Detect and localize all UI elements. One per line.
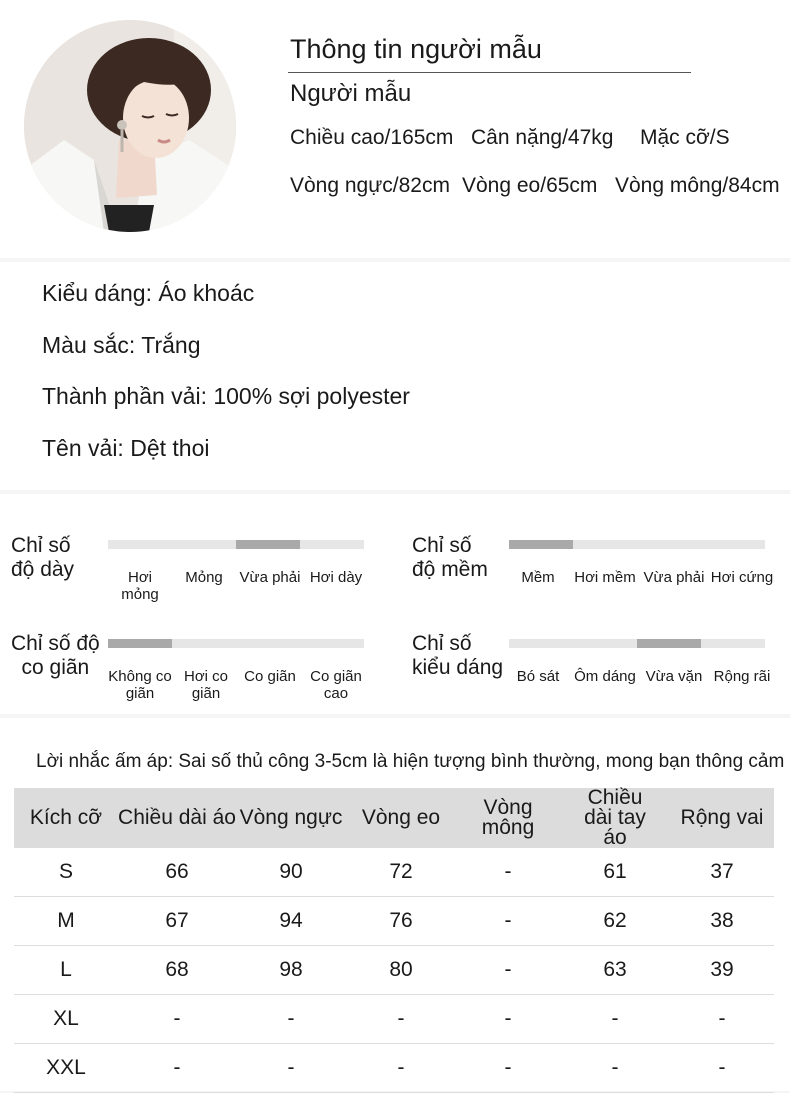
softness-option: Hơi mềm xyxy=(574,569,636,586)
table-cell: - xyxy=(456,946,560,995)
table-cell: 63 xyxy=(560,946,670,995)
thickness-option: Vừa phải xyxy=(239,569,301,586)
title-underline xyxy=(288,72,691,73)
table-cell: 80 xyxy=(346,946,456,995)
table-cell: - xyxy=(456,995,560,1044)
header-waist: Vòng eo xyxy=(346,788,456,848)
attr-fabric: Thành phần vải: 100% sợi polyester xyxy=(42,383,410,409)
table-cell: L xyxy=(14,946,118,995)
elasticity-label-line1: Chỉ số độ xyxy=(11,632,100,655)
fit-index-label xyxy=(412,632,503,680)
elasticity-label-line2: co giãn xyxy=(21,656,90,679)
elasticity-option: Không co giãn xyxy=(108,668,172,702)
table-cell: 94 xyxy=(236,897,346,946)
table-cell: - xyxy=(346,995,456,1044)
header-bust: Vòng ngực xyxy=(236,788,346,848)
model-photo xyxy=(24,20,236,232)
table-cell: 39 xyxy=(670,946,774,995)
softness-index-fill xyxy=(509,540,573,549)
thickness-option: Hơi dày xyxy=(309,569,363,586)
header-hip: Vòng mông xyxy=(456,788,560,848)
table-cell: S xyxy=(14,848,118,897)
table-cell: 62 xyxy=(560,897,670,946)
header-size: Kích cỡ xyxy=(14,788,118,848)
fit-option: Vừa vặn xyxy=(645,668,703,685)
model-weight: Cân nặng/47kg xyxy=(471,126,614,149)
product-attributes-section xyxy=(0,262,790,490)
model-subtitle: Người mẫu xyxy=(290,80,412,107)
table-cell: - xyxy=(236,1044,346,1093)
fit-option: Rộng rãi xyxy=(713,668,771,685)
table-cell: 68 xyxy=(118,946,236,995)
thickness-option: Mỏng xyxy=(185,569,223,586)
table-cell: - xyxy=(456,897,560,946)
model-waist: Vòng eo/65cm xyxy=(462,174,598,197)
table-cell: XL xyxy=(14,995,118,1044)
table-row xyxy=(14,1044,774,1093)
softness-label-line1: Chỉ số xyxy=(412,534,472,557)
model-bust: Vòng ngực/82cm xyxy=(290,174,450,197)
thickness-index-fill xyxy=(236,540,300,549)
table-cell: XXL xyxy=(14,1044,118,1093)
fit-index-bar xyxy=(509,639,765,648)
size-table-header-row xyxy=(14,788,774,848)
attr-fabric-name: Tên vải: Dệt thoi xyxy=(42,435,210,461)
table-cell: 38 xyxy=(670,897,774,946)
table-row xyxy=(14,995,774,1044)
fit-label-line1: Chỉ số xyxy=(412,632,472,655)
softness-option: Hơi cứng xyxy=(710,569,774,586)
model-info-title: Thông tin người mẫu xyxy=(290,34,542,64)
fabric-index-section xyxy=(0,494,790,714)
fit-option: Bó sát xyxy=(516,668,560,685)
model-photo-image xyxy=(24,20,236,232)
table-cell: M xyxy=(14,897,118,946)
attr-color: Màu sắc: Trắng xyxy=(42,332,201,358)
table-cell: - xyxy=(670,995,774,1044)
table-cell: - xyxy=(560,995,670,1044)
attr-style: Kiểu dáng: Áo khoác xyxy=(42,280,255,306)
table-cell: 66 xyxy=(118,848,236,897)
table-cell: 76 xyxy=(346,897,456,946)
table-row xyxy=(14,848,774,897)
elasticity-index-label xyxy=(11,632,100,680)
elasticity-index-bar xyxy=(108,639,364,648)
header-length: Chiều dài áo xyxy=(118,788,236,848)
table-cell: - xyxy=(346,1044,456,1093)
elasticity-option: Co giãn xyxy=(244,668,296,685)
table-cell: - xyxy=(560,1044,670,1093)
header-shoulder: Rộng vai xyxy=(670,788,774,848)
softness-index-bar xyxy=(509,540,765,549)
fit-index-fill xyxy=(637,639,701,648)
model-size: Mặc cỡ/S xyxy=(640,126,730,149)
table-cell: 72 xyxy=(346,848,456,897)
table-cell: - xyxy=(670,1044,774,1093)
softness-index-label xyxy=(412,534,488,582)
elasticity-option: Hơi co giãn xyxy=(183,668,228,702)
table-cell: - xyxy=(236,995,346,1044)
table-cell: 61 xyxy=(560,848,670,897)
model-info-section xyxy=(0,0,790,258)
thickness-option: Hơi mỏng xyxy=(121,569,159,603)
table-row xyxy=(14,946,774,995)
header-sleeve: Chiều dài tay áo xyxy=(560,788,670,848)
table-cell: 90 xyxy=(236,848,346,897)
fit-option: Ôm dáng xyxy=(574,668,636,685)
size-chart-section xyxy=(0,718,790,1091)
table-cell: - xyxy=(456,848,560,897)
table-cell: - xyxy=(456,1044,560,1093)
size-table xyxy=(14,788,774,1093)
softness-option: Vừa phải xyxy=(643,569,705,586)
table-cell: 98 xyxy=(236,946,346,995)
table-cell: 67 xyxy=(118,897,236,946)
thickness-label-line2: độ dày xyxy=(11,558,75,581)
size-note: Lời nhắc ấm áp: Sai số thủ công 3-5cm là hiện tượng bình thường, mong bạn thông cảm xyxy=(36,751,785,772)
elasticity-option: Co giãn cao xyxy=(310,668,362,702)
thickness-label-line1: Chỉ số xyxy=(11,534,71,557)
model-height: Chiều cao/165cm xyxy=(290,126,454,149)
thickness-index-label xyxy=(11,534,74,582)
thickness-index-bar xyxy=(108,540,364,549)
table-cell: - xyxy=(118,1044,236,1093)
softness-label-line2: độ mềm xyxy=(412,558,488,581)
model-hip: Vòng mông/84cm xyxy=(615,174,780,197)
table-row xyxy=(14,897,774,946)
fit-label-line2: kiểu dáng xyxy=(412,656,504,679)
table-cell: 37 xyxy=(670,848,774,897)
softness-option: Mềm xyxy=(521,569,555,586)
elasticity-index-fill xyxy=(108,639,172,648)
table-cell: - xyxy=(118,995,236,1044)
